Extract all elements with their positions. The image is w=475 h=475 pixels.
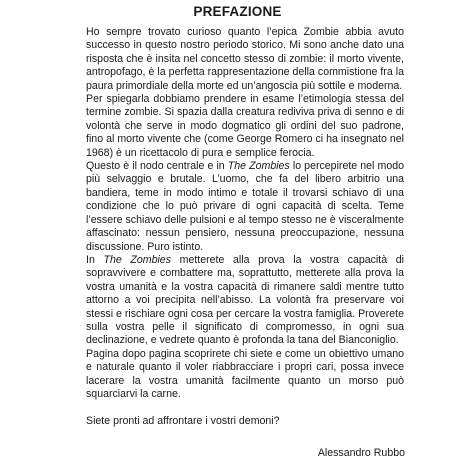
book-title-reference: The Zombies (227, 160, 290, 173)
book-title-reference: The Zombies (103, 253, 171, 266)
closing-question: Siete pronti ad affrontare i vostri demoni? (86, 414, 280, 427)
paragraph-4 (86, 254, 404, 348)
paragraph-3-start: Questo è il nodo centrale e in (86, 160, 228, 173)
paragraph-5: Pagina dopo pagina scoprirete chi siete e come un obiettivo umano e naturale quanto il voler riabbracciare i propri cari, possa invece lacerare la vostra umanità facilmente quanto un morso può squarciarvi la carne. (86, 347, 404, 400)
paragraph-3 (86, 160, 404, 254)
paragraph-4-start: In (86, 253, 104, 266)
preface-body (86, 26, 404, 428)
paragraph-2: Per spiegarla dobbiamo prendere in esame l’etimologia stessa del termine zombie. Si spazia dalla creatura rediviva priva di senno e di volontà che serve in modo dogmatico gli ordini del suo padrone, fino al morto vivente che (come George Romero ci ha insegnato nel 1968) è un ricettacolo di pura e semplice ferocia. (86, 93, 404, 159)
author-signature: Alessandro Rubbo (317, 447, 405, 459)
paragraph-3-end: lo percepirete nel modo più selvaggio e brutale. L’uomo, che fa del libero arbitrio una bandiera, teme in modo intimo e totale il trovarsi schiavo di una condizione che lo può privare di ogni capacità di scelta. Teme l’essere schiavo delle pulsioni e al tempo stesso ne è visceralmente affascinato: nessun pensiero, nessuna preoccupazione, nessuna discussione. Puro istinto. (86, 160, 404, 253)
paragraph-1: Ho sempre trovato curioso quanto l’epica Zombie abbia avuto successo in questo nostro periodo storico. Mi sono anche dato una risposta che è insita nel concetto stesso di zombie: il morto vivente, antropofago, è la perfetta rappresentazione della commistione fra la paura primordiale della morte ed un’angoscia più sottile e moderna. (86, 26, 404, 92)
paragraph-4-end: metterete alla prova la vostra capacità di sopravvivere e combattere ma, soprattutto, metterete alla prova la vostra umanità e la vostra capacità di rimanere saldi mentre tutto attorno a voi precipita nell’abisso. La volontà fra preservare voi stessi e rischiare ogni cosa per cercare la vostra famiglia. Proverete sulla vostra pelle il significato di compromesso, in ogni sua declinazione, e vedrete quanto è profonda la tana del Bianconiglio. (86, 253, 405, 347)
page-title: PREFAZIONE (193, 4, 282, 19)
